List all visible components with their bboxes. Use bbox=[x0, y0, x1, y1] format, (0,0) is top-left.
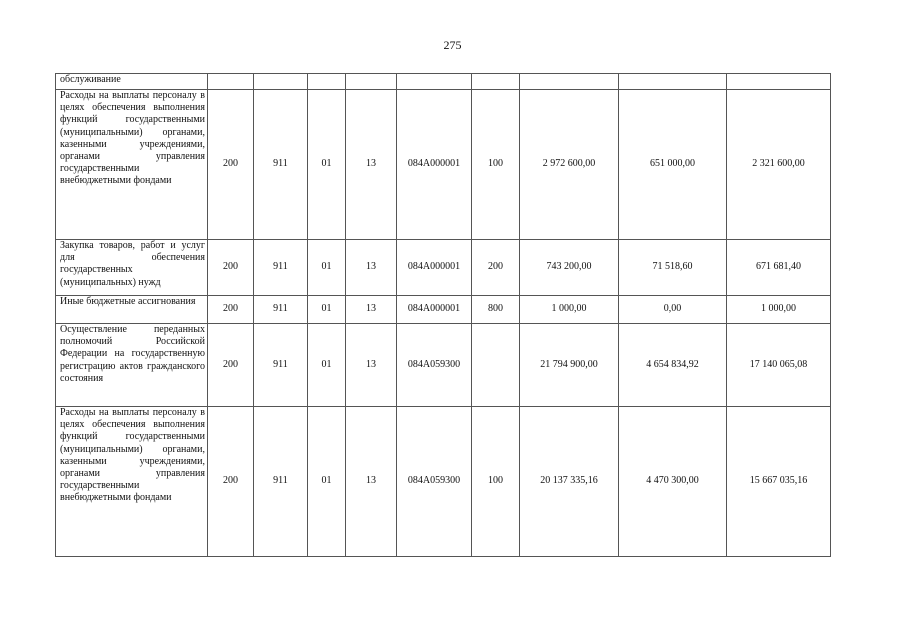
expense-name-cell: Иные бюджетные ассигнования bbox=[56, 296, 208, 324]
cell-amount-executed: 0,00 bbox=[619, 296, 727, 324]
cell-amount-plan: 21 794 900,00 bbox=[520, 324, 619, 407]
cell-expense-type: 100 bbox=[472, 90, 520, 240]
table-row bbox=[56, 90, 831, 240]
cell-grbs: 911 bbox=[254, 324, 308, 407]
cell-amount-remaining: 17 140 065,08 bbox=[727, 324, 831, 407]
cell-amount-plan bbox=[520, 74, 619, 90]
cell-rz: 200 bbox=[208, 296, 254, 324]
cell-section: 01 bbox=[308, 407, 346, 557]
cell-expense-type bbox=[472, 324, 520, 407]
cell-amount-remaining: 671 681,40 bbox=[727, 240, 831, 296]
expense-name-cell: Осуществление переданных полномочий Российской Федерации на государственную регистрацию актов гражданского состояния bbox=[56, 324, 208, 407]
cell-subsection: 13 bbox=[346, 296, 397, 324]
cell-subsection: 13 bbox=[346, 324, 397, 407]
cell-section: 01 bbox=[308, 324, 346, 407]
cell-target-article: 084A059300 bbox=[397, 407, 472, 557]
cell-amount-remaining: 2 321 600,00 bbox=[727, 90, 831, 240]
table-row bbox=[56, 407, 831, 557]
cell-amount-plan: 743 200,00 bbox=[520, 240, 619, 296]
cell-grbs: 911 bbox=[254, 407, 308, 557]
cell-amount-plan: 2 972 600,00 bbox=[520, 90, 619, 240]
cell-subsection: 13 bbox=[346, 407, 397, 557]
cell-rz: 200 bbox=[208, 407, 254, 557]
expense-name-cell: обслуживание bbox=[56, 74, 208, 90]
cell-amount-executed: 651 000,00 bbox=[619, 90, 727, 240]
cell-target-article: 084A000001 bbox=[397, 240, 472, 296]
cell-expense-type: 200 bbox=[472, 240, 520, 296]
expense-name-cell: Закупка товаров, работ и услуг для обеспечения государственных (муниципальных) нужд bbox=[56, 240, 208, 296]
cell-expense-type: 800 bbox=[472, 296, 520, 324]
table-row bbox=[56, 324, 831, 407]
cell-section: 01 bbox=[308, 240, 346, 296]
budget-table bbox=[55, 73, 831, 557]
table-body bbox=[56, 74, 831, 557]
cell-section bbox=[308, 74, 346, 90]
cell-target-article bbox=[397, 74, 472, 90]
cell-rz bbox=[208, 74, 254, 90]
cell-amount-plan: 1 000,00 bbox=[520, 296, 619, 324]
expense-name-cell: Расходы на выплаты персоналу в целях обеспечения выполнения функций государственными (муниципальными) органами, казенными учреждениями, органами управления государственными внебюджетными фондами bbox=[56, 90, 208, 240]
cell-amount-remaining: 15 667 035,16 bbox=[727, 407, 831, 557]
cell-rz: 200 bbox=[208, 324, 254, 407]
cell-amount-executed bbox=[619, 74, 727, 90]
cell-subsection bbox=[346, 74, 397, 90]
cell-expense-type: 100 bbox=[472, 407, 520, 557]
cell-amount-executed: 4 654 834,92 bbox=[619, 324, 727, 407]
page-number: 275 bbox=[443, 38, 462, 52]
cell-grbs: 911 bbox=[254, 240, 308, 296]
cell-rz: 200 bbox=[208, 240, 254, 296]
cell-subsection: 13 bbox=[346, 90, 397, 240]
cell-amount-plan: 20 137 335,16 bbox=[520, 407, 619, 557]
cell-grbs: 911 bbox=[254, 90, 308, 240]
cell-target-article: 084A000001 bbox=[397, 296, 472, 324]
expense-name-cell: Расходы на выплаты персоналу в целях обеспечения выполнения функций государственными (муниципальными) органами, казенными учреждениями, органами управления государственными внебюджетными фондами bbox=[56, 407, 208, 557]
cell-subsection: 13 bbox=[346, 240, 397, 296]
cell-target-article: 084A000001 bbox=[397, 90, 472, 240]
cell-section: 01 bbox=[308, 90, 346, 240]
cell-amount-remaining bbox=[727, 74, 831, 90]
cell-section: 01 bbox=[308, 296, 346, 324]
cell-rz: 200 bbox=[208, 90, 254, 240]
cell-amount-executed: 71 518,60 bbox=[619, 240, 727, 296]
cell-target-article: 084A059300 bbox=[397, 324, 472, 407]
table-row bbox=[56, 296, 831, 324]
cell-expense-type bbox=[472, 74, 520, 90]
cell-grbs bbox=[254, 74, 308, 90]
cell-amount-remaining: 1 000,00 bbox=[727, 296, 831, 324]
cell-grbs: 911 bbox=[254, 296, 308, 324]
cell-amount-executed: 4 470 300,00 bbox=[619, 407, 727, 557]
table-row bbox=[56, 240, 831, 296]
table-row bbox=[56, 74, 831, 90]
